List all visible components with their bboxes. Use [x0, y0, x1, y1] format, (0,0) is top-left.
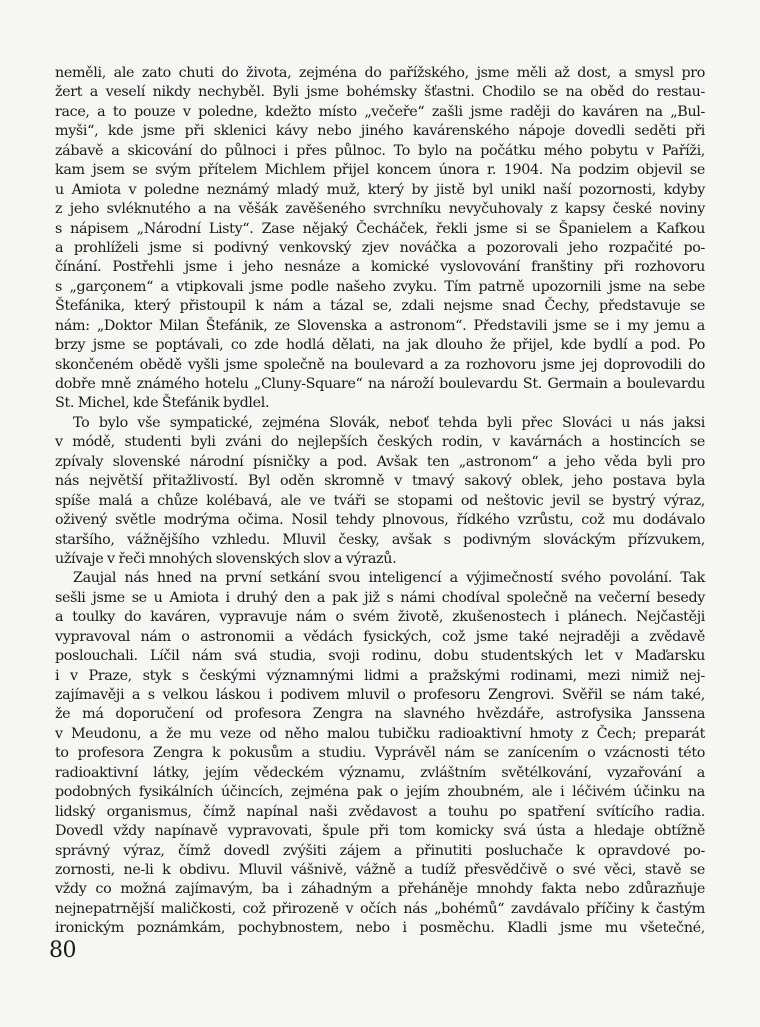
text-line: kam jsem se svým přítelem Michlem přijel koncem února r. 1904. Na podzim objevil se: [55, 162, 705, 179]
text-line: skončeném obědě vyšli jsme společně na boulevard a za rozhovoru jsme jej doprovodili do: [55, 356, 705, 373]
text-line: s „garçonem“ a vtipkovali jsme podle našeho zvyku. Tím patrně upozornili jsme na sebe: [55, 278, 705, 295]
text-line: Zaujal nás hned na první setkání svou inteligencí a výjimečností svého povolání. Tak: [73, 570, 705, 587]
paragraph: [55, 414, 705, 570]
text-line: spíše malá a chůze kolébavá, ale ve tváři se stopami od neštovic jevil se bystrý výraz,: [55, 492, 705, 509]
text-line: v Meudonu, a že mu veze od něho malou tubičku radioaktivní hmoty z Čech; preparát: [55, 725, 705, 742]
text-line: Štefánika, který přistoupil k nám a tázal se, zdali nejsme snad Čechy, představuje se: [55, 298, 705, 315]
text-line: v módě, studenti byli zváni do nejlepších českých rodin, v kavárnách a hostincích se: [55, 434, 705, 451]
text-line: vypravoval nám o astronomii a vědách fysických, což jsme také nejraději a zvědavě: [55, 628, 705, 645]
text-line: i v Praze, styk s českými významnými lidmi a pražskými rodinami, mezi nimiž nej-: [55, 667, 705, 684]
paragraph: [55, 64, 705, 414]
text-line: s nápisem „Národní Listy“. Zase nějaký Čecháček, řekli jsme si se Španielem a Kafkou: [55, 220, 705, 237]
text-line: staršího, vážnějšího vzhledu. Mluvil česky, avšak s podivným slováckým přízvukem,: [55, 531, 705, 548]
text-line: podobných fysikálních účincích, zejména pak o jejím zhoubném, ale i léčivém účinku na: [55, 784, 705, 801]
text-line: St. Michel, kde Štefánik bydlel.: [55, 395, 270, 412]
page-text-body: [55, 64, 705, 939]
text-line: zábavě a skicování do půlnoci i přes půlnoc. To bylo na počátku mého pobytu v Paříži,: [55, 142, 705, 159]
text-line: nás největší přitažlivostí. Byl oděn skromně v tmavý sakový oblek, jeho postava byla: [55, 473, 705, 490]
text-line: zajímavěji a s velkou láskou i podivem mluvil o profesoru Zengrovi. Svěřil se nám také,: [55, 687, 705, 703]
text-line: dobře mně známého hotelu „Cluny-Square“ na nároží boulevardu St. Germain a boulevardu: [55, 376, 705, 392]
text-line: nám: „Doktor Milan Štefánik, ze Slovenska a astronom“. Představili jsme se i my jemu a: [55, 317, 705, 334]
text-line: a toulky do kaváren, vypravuje nám o svém životě, zkušenostech i plánech. Nejčastěji: [55, 609, 705, 626]
text-line: sešli jsme se u Amiota i druhý den a pak již s námi chodíval společně na večerní besedy: [55, 589, 705, 606]
text-line: ironickým poznámkám, pochybnostem, nebo i posměchu. Kladli jsme mu všetečné,: [55, 920, 705, 937]
text-line: oživený světle modrýma očima. Nosil tehdy plnovous, řídkého vzrůstu, což mu dodávalo: [55, 512, 705, 529]
text-line: to profesora Zengra k pokusům a studiu. Vyprávěl nám se zanícením o vzácnosti této: [55, 745, 705, 762]
page-number: 80: [49, 938, 76, 963]
text-line: žert a veselí nikdy nechyběl. Byli jsme bohémsky šťastni. Chodilo se na oběd do restau-: [55, 84, 705, 101]
text-line: u Amiota v poledne neznámý mladý muž, který by jistě byl unikl naší pozornosti, kdyby: [55, 181, 705, 198]
text-line: zornosti, ne-li k obdivu. Mluvil vášnivě, vážně a tudíž přesvědčivě o své věci, stavě se: [55, 861, 705, 878]
text-line: To bylo vše sympatické, zejména Slovák, neboť tehda byli přec Slováci u nás jaksi: [73, 414, 705, 431]
text-line: poslouchali. Líčil nám svá studia, svoji rodinu, dobu studentských let v Maďarsku: [55, 648, 705, 665]
text-line: a prohlíželi jsme si podivný venkovský zjev nováčka a pozorovali jeho rozpačité po-: [55, 239, 705, 256]
text-line: race, a to pouze v poledne, kdežto místo „večeře“ zašli jsme raději do kaváren na „Bul-: [55, 103, 705, 120]
text-line: neměli, ale zato chuti do života, zejména do pařížského, jsme měli až dost, a smysl pro: [55, 65, 705, 81]
text-line: nejnepatrnější maličkosti, což přirozeně v očích nás „bohémů“ zavdávalo příčiny k častým: [55, 900, 705, 917]
text-line: myši“, kde jsme při sklenici kávy nebo jiného kavárenského nápoje dovedli seděti při: [55, 123, 705, 140]
text-line: správný výraz, čímž dovedl zvýšiti zájem a přinutiti posluchače k opravdové po-: [55, 842, 705, 859]
text-line: čínání. Postřehli jsme i jeho nesnáze a komické vyslovování franštiny při rozhovoru: [55, 259, 705, 276]
text-line: že má doporučení od profesora Zengra na slavného hvězdáře, astrofysika Janssena: [55, 706, 705, 723]
text-line: vždy co možná zajímavým, ba i záhadným a přeháněje mnohdy fakta nebo zdůrazňuje: [55, 881, 705, 898]
text-line: lidský organismus, čímž napínal naši zvědavost a touhu po spatření svítícího radia.: [55, 803, 705, 820]
text-line: zpívaly slovenské národní písničky a pod. Avšak ten „astronom“ a jeho věda byli pro: [55, 453, 705, 470]
text-line: radioaktivní látky, jejím vědeckém významu, zvláštním světélkování, vyzařování a: [55, 764, 705, 781]
text-line: brzy jsme se poptávali, co zde hodlá dělati, na jak dlouho že přijel, kde bydlí a pod. Po: [55, 337, 705, 354]
text-line: z jeho svléknutého a na věšák zavěšeného svrchníku nevyčuhovaly z kapsy české noviny: [55, 201, 705, 218]
text-line: Dovedl vždy napínavě vypravovati, špule při tom komicky svá ústa a hledaje obtížně: [55, 823, 705, 840]
paragraph: [55, 569, 705, 938]
text-line: užívaje v řeči mnohých slovenských slov a výrazů.: [55, 550, 397, 567]
